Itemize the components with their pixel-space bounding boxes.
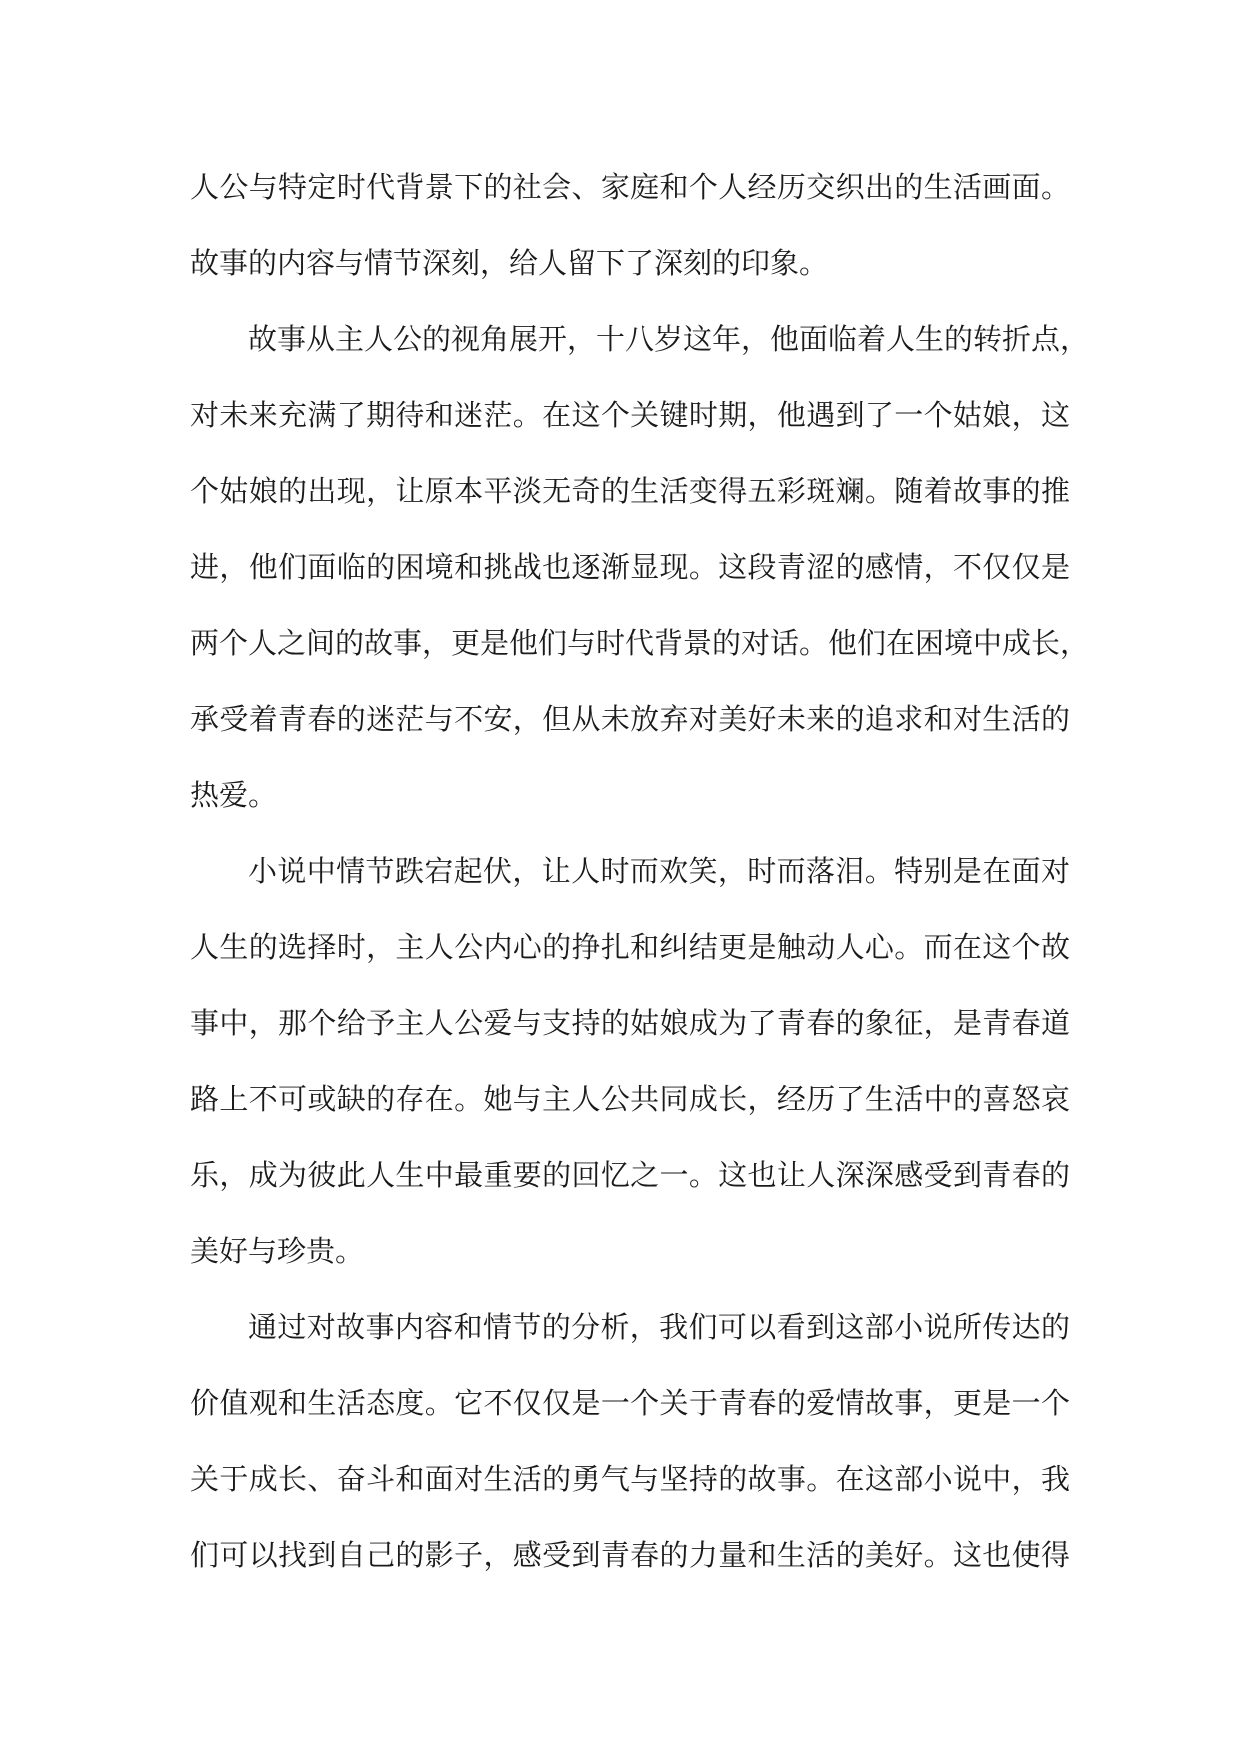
text-line: 对未来充满了期待和迷茫。在这个关键时期，他遇到了一个姑娘，这 (190, 398, 1070, 432)
text-line: 通过对故事内容和情节的分析，我们可以看到这部小说所传达的 (248, 1310, 1070, 1344)
text-line: 价值观和生活态度。它不仅仅是一个关于青春的爱情故事，更是一个 (190, 1386, 1070, 1420)
text-line: 人生的选择时，主人公内心的挣扎和纠结更是触动人心。而在这个故 (190, 930, 1070, 964)
text-line: 乐，成为彼此人生中最重要的回忆之一。这也让人深深感受到青春的 (190, 1158, 1070, 1192)
text-line: 承受着青春的迷茫与不安，但从未放弃对美好未来的追求和对生活的 (190, 702, 1070, 736)
text-line: 两个人之间的故事，更是他们与时代背景的对话。他们在困境中成长， (190, 626, 1090, 660)
text-line: 关于成长、奋斗和面对生活的勇气与坚持的故事。在这部小说中，我 (190, 1462, 1070, 1496)
text-line: 进，他们面临的困境和挑战也逐渐显现。这段青涩的感情，不仅仅是 (190, 550, 1070, 584)
text-line: 故事的内容与情节深刻，给人留下了深刻的印象。 (190, 246, 829, 280)
text-line: 故事从主人公的视角展开，十八岁这年，他面临着人生的转折点， (248, 322, 1090, 356)
text-line: 人公与特定时代背景下的社会、家庭和个人经历交织出的生活画面。 (190, 170, 1070, 204)
text-line: 们可以找到自己的影子，感受到青春的力量和生活的美好。这也使得 (190, 1538, 1070, 1572)
text-line: 路上不可或缺的存在。她与主人公共同成长，经历了生活中的喜怒哀 (190, 1082, 1070, 1116)
text-line: 美好与珍贵。 (190, 1234, 365, 1268)
text-line: 事中，那个给予主人公爱与支持的姑娘成为了青春的象征，是青春道 (190, 1006, 1070, 1040)
body-text (190, 149, 1090, 1593)
text-line: 热爱。 (190, 778, 278, 812)
text-line: 小说中情节跌宕起伏，让人时而欢笑，时而落泪。特别是在面对 (248, 854, 1070, 888)
text-line: 个姑娘的出现，让原本平淡无奇的生活变得五彩斑斓。随着故事的推 (190, 474, 1070, 508)
